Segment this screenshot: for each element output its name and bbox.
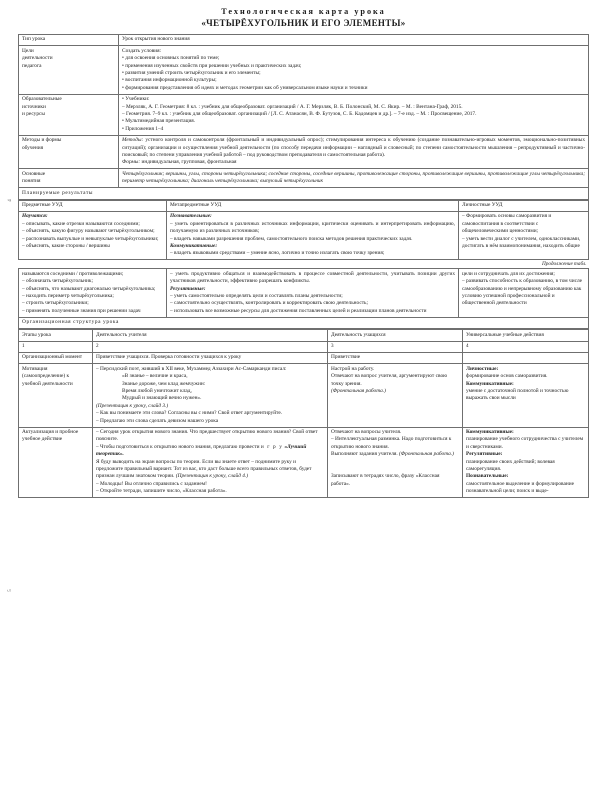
content-line: – Как вы понимаете эти слова? Согласны вы с ними? Свой ответ аргументируйте. bbox=[96, 410, 283, 417]
column-number: 1 bbox=[19, 341, 93, 352]
planned-results-banner: Планируемые результаты bbox=[19, 188, 589, 199]
content-line: Регулятивные: bbox=[466, 451, 503, 458]
content-line: – Предлагаю эти слова сделать девизом нашего урока bbox=[96, 417, 219, 424]
content-line: – Откройте тетради, запишите число, «Классная работа». bbox=[96, 488, 227, 495]
content-line: – находить периметр четырёхугольника; bbox=[22, 293, 114, 300]
students-activity-motivation bbox=[328, 364, 463, 427]
row-label-concepts bbox=[19, 169, 119, 188]
content-line: – Геометрия. 7–9 кл. : учебник для общеобразоват. организаций / [Л. С. Атанасян, В. Ф. Бутузов, С. Б. Кадомцев и др.]. – 7-е изд. – М. : Просвещение, 2017. bbox=[122, 111, 477, 118]
row-content-lesson-type bbox=[119, 35, 589, 46]
content-line: Методы: устного контроля и самоконтроля (фронтальный и индивидуальный опрос); стимулирования интереса к обучению (создание познавательно-игровых моментов, эмоционально-позитивных ситуаций); организации и осуществления учебной деятельности (по способу передачи информации – наглядный и словесный; по степени самостоятельности мышления – репродуктивный и частично-поисковый; по степени управления учебной работой – под руководством преподавателя и самостоятельная работа). bbox=[122, 137, 585, 159]
content-line: – Интеллектуальная разминка. Надо подготовиться к открытию нового знания. bbox=[331, 436, 452, 450]
label-line: понятия bbox=[22, 178, 41, 185]
row-label-resources bbox=[19, 94, 119, 135]
content-line: Урок открытия нового знания bbox=[122, 36, 190, 43]
content-line: • Приложения 1–4 bbox=[122, 125, 164, 132]
stage-name-motivation: Мотивация (самоопределение) к учебной деятельности bbox=[19, 364, 93, 427]
content-line: • Мультимедийная презентация. bbox=[122, 118, 196, 125]
uud-body-row bbox=[19, 212, 589, 260]
content-line: – самостоятельно осуществлять, контролировать и корректировать свою деятельность; bbox=[170, 300, 368, 307]
content-line: – использовать все возможные ресурсы для достижения поставленных целей и реализации планов деятельности bbox=[170, 307, 427, 314]
content-line: – развивать способность к образованию, в том числе самообразованию и непрерывному образованию как условию успешной профессиональной и общественной деятельности bbox=[462, 278, 582, 307]
content-line: • развития умений строить четырёхугольник и его элементы; bbox=[122, 70, 261, 76]
uud-activity-actualization bbox=[463, 427, 589, 498]
label-line: Основные bbox=[22, 170, 46, 177]
structure-header-uud: Универсальные учебные действия bbox=[463, 330, 589, 341]
content-line: Настрой на работу. bbox=[331, 365, 375, 372]
uud-cell-personal-continued bbox=[459, 269, 589, 317]
content-line: – объяснять, какие стороны / вершины bbox=[22, 243, 110, 250]
content-line: – объяснять, какую фигуру называют четырёхугольником; bbox=[22, 228, 155, 235]
teacher-activity-org bbox=[93, 353, 328, 364]
content-line: Создать условия: bbox=[122, 47, 162, 54]
structure-header-students: Деятельность учащихся bbox=[328, 330, 463, 341]
content-line: – Мерзляк, А. Г. Геометрия: 8 кл. : учебник для общеобразоват. организаций / А. Г. Мерзляк, В. Б. Полонский, М. С. Якир. – М. : Вентана-Граф, 2015. bbox=[122, 103, 463, 110]
students-activity-org bbox=[328, 353, 463, 364]
content-line: Регулятивные: bbox=[170, 285, 206, 292]
content-line: – Молодцы! Вы отлично справились с заданием! bbox=[96, 480, 207, 487]
content-line: Четырёхугольник; вершины, углы, стороны четырёхугольника; соседние стороны, соседние вершины, противолежащие стороны, противолежащие вершины, противолежащие углы четырёхугольника; периметр четырёхугольника; диагональ четырёхугольника; выпуклый четырёхугольник bbox=[122, 170, 585, 185]
content-line: – владеть языковыми средствами – умение ясно, логично и точно излагать свою точку зрения; bbox=[170, 250, 385, 257]
content-line: Знанье дороже, чем клад жемчужин: bbox=[122, 380, 206, 387]
content-line: – описывать, какие отрезки называются соседними; bbox=[22, 220, 140, 227]
label-line: педагога bbox=[22, 62, 42, 69]
table-row-methods bbox=[19, 135, 589, 169]
uud-cell-subject bbox=[19, 212, 167, 260]
uud-body-row-continued bbox=[19, 269, 589, 317]
row-content-concepts bbox=[119, 169, 589, 188]
table-row-stage-actualization bbox=[19, 427, 589, 498]
content-line: «В знанье – величие и краса, bbox=[122, 373, 188, 380]
content-line: Коммуникативные: bbox=[170, 243, 218, 250]
content-line: Коммуникативные: bbox=[466, 380, 514, 387]
label-text: Тип урока bbox=[22, 36, 46, 43]
content-line: • для освоения основных понятий по теме; bbox=[122, 55, 220, 62]
content-line: самостоятельное выделение и формулирование познавательной цели; поиск и выде- bbox=[466, 480, 574, 495]
content-line: Приветствие bbox=[331, 354, 361, 361]
content-line: Познавательные: bbox=[170, 213, 212, 220]
uud-header-meta: Метапредметные УУД bbox=[167, 200, 459, 211]
content-line: называются соседними / противолежащими; bbox=[22, 270, 124, 277]
content-line: планирование своих действий; волевая саморегуляция. bbox=[466, 458, 555, 473]
content-line: – строить четырёхугольники; bbox=[22, 300, 89, 307]
content-line: Отвечают на вопрос учителя, аргументируют свою точку зрения. bbox=[331, 373, 448, 387]
row-label-methods bbox=[19, 135, 119, 169]
table-row-stage-motivation bbox=[19, 364, 589, 427]
label-line: Образовательные bbox=[22, 96, 62, 103]
uud-cell-subject-continued bbox=[19, 269, 167, 317]
uud-cell-personal bbox=[459, 212, 589, 260]
table-row-goals bbox=[19, 46, 589, 94]
teacher-activity-motivation bbox=[93, 364, 328, 427]
content-line: – Персидский поэт, живший в XII веке, Мухаммед Аззахири Ас-Самарканди писал: bbox=[96, 365, 287, 372]
table-row-stage-org bbox=[19, 353, 589, 364]
content-line: умение с достаточной полнотой и точностью выражать свои мысли bbox=[466, 388, 569, 402]
content-line: • Учебники: bbox=[122, 96, 150, 103]
row-content-goals bbox=[119, 46, 589, 94]
table-row-lesson-type bbox=[19, 35, 589, 46]
document-title-line2: «ЧЕТЫРЁХУГОЛЬНИК И ЕГО ЭЛЕМЕНТЫ» bbox=[201, 18, 406, 28]
column-number: 2 bbox=[93, 341, 328, 352]
content-line: – владеть навыками разрешения проблем, самостоятельного поиска методов решения практических задач. bbox=[170, 235, 413, 242]
uud-cell-meta bbox=[167, 212, 459, 260]
label-line: источники bbox=[22, 103, 46, 110]
content-line: – уметь самостоятельно определять цели и составлять планы деятельности; bbox=[170, 293, 343, 300]
label-line: деятельности bbox=[22, 55, 53, 62]
uud-cell-meta-continued bbox=[167, 269, 459, 317]
content-line: Личностные: bbox=[466, 365, 499, 372]
document-title-block bbox=[0, 0, 607, 29]
row-content-methods bbox=[119, 135, 589, 169]
content-line: – уметь вести диалог с учителем, одноклассниками, достигать в нём взаимопонимания, находить общие bbox=[462, 235, 581, 250]
column-number: 4 bbox=[463, 341, 589, 352]
content-line: Записывают в тетрадях число, фразу «Классная работа». bbox=[331, 473, 440, 487]
label-line: Методы и формы bbox=[22, 137, 62, 144]
uud-table-part1 bbox=[18, 200, 589, 261]
continuation-note: Продолжение табл. bbox=[542, 261, 587, 268]
content-line: – Формировать основы саморазвития и самовоспитания в соответствии с общечеловеческими ценностями; bbox=[462, 213, 552, 235]
label-line: и ресурсы bbox=[22, 111, 45, 118]
content-line: Выполняют задания учителя. (Фронтальная работа.) bbox=[331, 451, 454, 458]
content-line: – обозначать четырёхугольник; bbox=[22, 278, 93, 285]
structure-banner: Организационная структура урока bbox=[19, 317, 589, 328]
content-line: Коммуникативные: bbox=[466, 429, 514, 436]
content-line: Я буду выводить на экран вопросы по теории. Если вы знаете ответ – поднимите руку и предложите правильный вариант. Тот из вас, кто даст больше всего правильных ответов, будет признан лучшим знатоком теории. (Презентация к уроку, слайд 4.) bbox=[96, 458, 312, 480]
organizational-structure-table bbox=[18, 329, 589, 498]
content-line: Мудрый и знающий вечно нужен». bbox=[122, 395, 202, 402]
content-line: – объяснять, что называют диагональю четырёхугольника; bbox=[22, 285, 156, 292]
content-line: – применять полученные знания при решении задач bbox=[22, 307, 141, 314]
content-line: Формы: индивидуальная, групповая, фронтальная bbox=[122, 159, 237, 166]
column-number: 3 bbox=[328, 341, 463, 352]
row-label-lesson-type bbox=[19, 35, 119, 46]
students-activity-actualization bbox=[328, 427, 463, 498]
uud-header-row bbox=[19, 200, 589, 211]
uud-activity-motivation bbox=[463, 364, 589, 427]
content-line bbox=[331, 459, 459, 466]
page-number-top: 4 bbox=[7, 199, 13, 202]
table-row-resources bbox=[19, 94, 589, 135]
page-number-bottom: 5 bbox=[7, 589, 13, 592]
content-line: планирование учебного сотрудничества с учителем и сверстниками. bbox=[466, 436, 584, 450]
content-line: – уметь ориентироваться в различных источниках информации, критически оценивать и интерпретировать информацию, получаемую из различных источников; bbox=[170, 220, 455, 235]
content-line: – Сегодня урок открытия нового знания. Что предшествует открытию нового знания? Свой ответ поясните. bbox=[96, 429, 318, 443]
content-line: • применения изученных свойств при решении учебных и практических задач; bbox=[122, 62, 302, 69]
structure-header-row bbox=[19, 330, 589, 341]
label-line: Цели bbox=[22, 47, 34, 54]
content-line: (Фронтальная работа.) bbox=[331, 388, 386, 395]
content-line: Приветствие учащихся. Проверка готовности учащихся к уроку bbox=[96, 354, 242, 361]
teacher-activity-actualization bbox=[93, 427, 328, 498]
structure-banner-row bbox=[19, 317, 589, 328]
content-line: Отвечают на вопросы учителя. bbox=[331, 429, 402, 436]
row-content-resources bbox=[119, 94, 589, 135]
content-line: цели и сотрудничать для их достижения; bbox=[462, 270, 555, 277]
stage-name-actualization: Актуализация и пробное учебное действие bbox=[19, 427, 93, 498]
content-line: – Чтобы подготовиться к открытию нового знания, предлагаю провести и г р у «Лучший теоретик». bbox=[96, 443, 307, 458]
uud-header-subject: Предметные УУД bbox=[19, 200, 167, 211]
uud-table-part2 bbox=[18, 268, 589, 329]
table-row-results-banner bbox=[19, 188, 589, 199]
content-line: • формирования представления об идеях и методах геометрии как об универсальном языке науки и техники bbox=[122, 84, 368, 91]
uud-header-personal: Личностные УУД bbox=[459, 200, 589, 211]
document-title-line1: Технологическая карта урока bbox=[221, 7, 386, 16]
content-line: (Презентация к уроку, слайд 3.) bbox=[96, 402, 169, 409]
label-line: обучения bbox=[22, 144, 44, 151]
content-line: – распознавать выпуклые и невыпуклые четырёхугольники; bbox=[22, 235, 159, 242]
structure-header-stages: Этапы урока bbox=[19, 330, 93, 341]
table-row-concepts bbox=[19, 169, 589, 188]
structure-colnum-row bbox=[19, 341, 589, 352]
content-line: Научатся: bbox=[22, 213, 48, 220]
structure-header-teacher: Деятельность учителя bbox=[93, 330, 328, 341]
lesson-info-table bbox=[18, 34, 589, 200]
content-line: Время любой уничтожит клад, bbox=[122, 388, 192, 395]
content-line: • воспитания информационной культуры; bbox=[122, 77, 217, 84]
stage-name-org: Организационный момент bbox=[19, 353, 93, 364]
content-line: формирование основ саморазвития. bbox=[466, 373, 548, 380]
uud-activity-org bbox=[463, 353, 589, 364]
content-line: Познавательные: bbox=[466, 473, 509, 480]
content-line: – уметь продуктивно общаться и взаимодействовать в процессе совместной деятельности, учитывать позиции других участников деятельности, эффективно разрешать конфликты. bbox=[170, 270, 455, 285]
row-label-goals bbox=[19, 46, 119, 94]
